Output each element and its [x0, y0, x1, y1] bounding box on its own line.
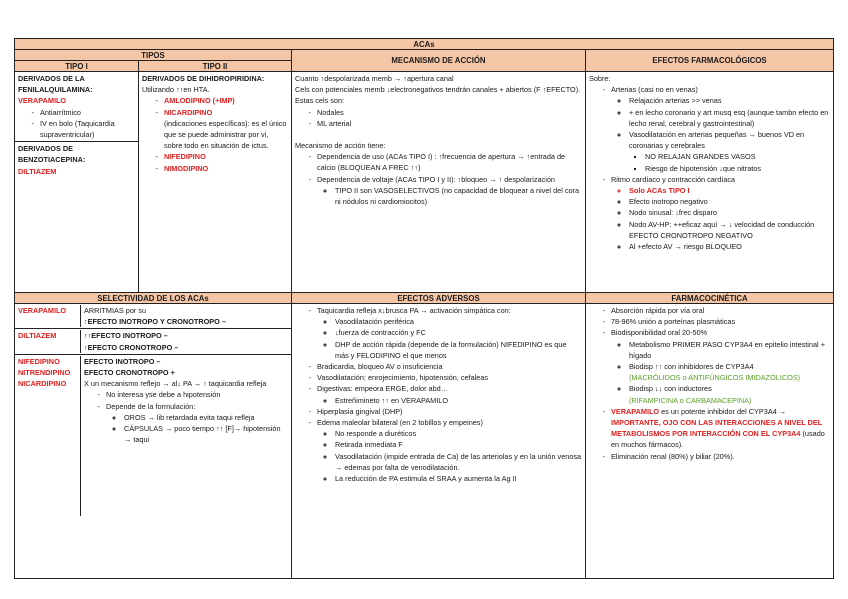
selectividad-text: EFECTO INOTROPO – — [84, 356, 161, 366]
list-item: ◦ Solo ACAs TIPO I — [629, 185, 830, 196]
selectividad-text: ↑↑EFECTO INOTROPO – — [84, 331, 168, 341]
mecanismo-subtitle: Mecanismo de acción tiene: — [295, 141, 386, 151]
list-item: - ML arterial — [317, 118, 582, 129]
list-item: - Nodales — [317, 107, 582, 118]
list-item: - IV en bolo (Taquicardia supraventricular) — [40, 118, 135, 140]
list-item: - Bradicardia, bloqueo AV o insuficiencia — [317, 361, 582, 372]
list-item: ◦ Relajación arterias >> venas — [629, 95, 830, 106]
selectividad-sub-list — [84, 389, 288, 445]
header-tipo-1: TIPO I — [15, 61, 139, 72]
inhibitors-examples: (MACRÓLIDOS o ANTIFÚNGICOS IMIDAZÓLICOS) — [629, 373, 801, 383]
header-mecanismo: MECANISMO DE ACCIÓN — [292, 50, 586, 72]
list-item: - Eliminación renal (80%) y biliar (20%). — [611, 451, 830, 462]
cell-types-list — [295, 107, 582, 129]
list-item — [629, 383, 830, 405]
selectividad-text: X un mecanismo reflejo → al↓ PA → ↑ taquicardia refleja — [84, 379, 267, 389]
taqui-text: Taquicardia refleja x↓brusca PA → activación simpática con: — [317, 306, 511, 315]
drug-nifedipino: NIFEDIPINO — [18, 356, 60, 366]
list-item: ◦ Vasodilatación periférica — [335, 316, 582, 327]
dep2-text: Dependencia de voltaje (ACAs TIPO I y II): ↑bloqueo → ↑ despolarización — [317, 174, 555, 184]
list-item — [164, 163, 288, 174]
biod-text: Biodisponibilidad oral 20-50% — [611, 328, 708, 338]
list-item — [317, 305, 582, 361]
list-item: ◦ ↓fuerza de contracción y FC — [335, 327, 582, 338]
tipo2-title: DERIVADOS DE DIHIDROPIRIDINA: — [142, 74, 265, 83]
farmacocinetica-cell — [586, 304, 834, 579]
list-item: - Antiarrítmico — [40, 107, 135, 118]
list-item: - 78-96% unión a porteínas plasmáticas — [611, 316, 830, 327]
b2-text: Biodisp ↑↑ con inhibidores de CYP3A4 — [629, 362, 754, 372]
list-item: ◦ Nodo AV-HP: ++eficaz aquí → ↓ velocidad de conducción EFECTO CRONOTROPO NEGATIVO — [629, 219, 830, 241]
list-item — [611, 327, 830, 405]
efectos-farmacologicos-cell — [586, 72, 834, 293]
a3-text: Vasodilatación en arterias pequeñas → buenos VD en coronarias y cerebrales — [629, 130, 805, 151]
list-item: - Absorción rápida por vía oral — [611, 305, 830, 316]
list-item: ▪ Riesgo de hipotensión ↓que nitratos — [645, 163, 830, 174]
list-item — [629, 129, 830, 174]
selectividad-row-diltiazem — [15, 328, 291, 353]
list-item: ◦ Estreñimineto ↑↑ en VERAPAMILO — [335, 395, 582, 406]
drug-verapamilo: VERAPAMILO — [18, 96, 67, 106]
drug-nicardipino: NICARDIPINO — [18, 379, 67, 389]
list-item: ◦ Metabolismo PRIMER PASO CYP3A4 en epitelio intestinal + hígado — [629, 339, 830, 361]
list-item: ◦ No responde a diuréticos — [335, 428, 582, 439]
drug-verapamilo: VERAPAMILO — [611, 406, 660, 416]
tipo1-group2-title: DERIVADOS DE BENZOTIACEPINA: — [18, 144, 86, 165]
tipo2-cell — [139, 72, 292, 293]
list-item: ◦ La reducción de PA estimula el SRAA y aumenta la Ag II — [335, 473, 582, 484]
farmacocinetica-list — [589, 305, 830, 462]
list-item: ◦ Efecto inotropo negativo — [629, 196, 830, 207]
header-farmacocinetica: FARMACOCINÉTICA — [586, 293, 834, 304]
efectos-list — [589, 84, 830, 252]
drug-nitrendipino: NITRENDIPINO — [18, 368, 71, 378]
list-item: ◦ TIPO II son VASOSELECTIVOS (no capacidad de bloquear a nivel del cora ni nódulos ni cardiomiocitos) — [335, 185, 582, 207]
list-item: - No interesa yse debe a hipotensión — [106, 389, 288, 400]
drug-diltiazem: DILTIAZEM — [18, 166, 57, 176]
inducers-examples: (RIFAMPICINA o CARBAMACEPINA) — [629, 395, 752, 405]
list-item — [317, 417, 582, 484]
list-item: ◦ Nodo sinusal: ↓frec disparo — [629, 207, 830, 218]
vera-tail-text: (usado en muchos fármacos). — [611, 429, 825, 450]
tipo2-drug-list — [142, 95, 288, 173]
drug-nimodipino: NIMODIPINO — [164, 163, 209, 173]
selectividad-text: EFECTO CRONOTROPO + — [84, 368, 175, 378]
tipo1-cell — [15, 72, 139, 293]
edema-text: Edema maleolar bilateral (en 2 tobillos y empeines) — [317, 418, 483, 428]
drug-nicardipino: NICARDIPINO — [164, 107, 213, 117]
list-item — [106, 401, 288, 446]
mecanismo-cell — [292, 72, 586, 293]
list-item: ◦ CÁPSULAS → poco tiempo ↑↑ [F]→ hipotensión → taqui — [124, 423, 288, 445]
b3-text: Biodisp ↓↓ con inductores — [629, 384, 712, 394]
selectividad-cell — [15, 304, 292, 579]
tipo1-items — [18, 107, 135, 141]
adversos-list — [295, 305, 582, 484]
selectividad-text: ↑EFECTO INOTROPO Y CRONOTROPO – — [84, 317, 226, 327]
list-item — [317, 174, 582, 208]
drug-verapamilo: VERAPAMILO — [18, 306, 67, 315]
list-item: - Vasodilatación: enrojecimiento, hipotensión, cefaleas — [317, 372, 582, 383]
efectos-adversos-cell — [292, 304, 586, 579]
drug-amlodipino: AMLODIPINO (+IMP) — [164, 96, 235, 106]
header-efectos-adversos: EFECTOS ADVERSOS — [292, 293, 586, 304]
dig-text: Digestivas: empeora ERGE, dolor abd… — [317, 384, 448, 394]
vera-warning: IMPORTANTE, OJO CON LAS INTERACCIONES A NIVEL DEL METABOLISMOS POR INTERACCIÓN CON EL CYP3A4 — [611, 418, 823, 439]
selectividad-row-verapamilo — [15, 304, 291, 328]
list-item: ◦ + en lecho coronario y art musq esq (aunque tambn efecto en lecho renal, cerebral y gastrointestinal) — [629, 107, 830, 129]
selectividad-row-dhp — [15, 354, 291, 517]
list-item: - Hiperplasia gingival (DHP) — [317, 406, 582, 417]
list-item: ◦ OROS → lib retardada evita taqui refleja — [124, 412, 288, 423]
tipo2-usage: Utilizando ↑↑en HTA. — [142, 85, 210, 95]
tipo1-group1-title: DERIVADOS DE LA FENILALQUILAMINA: — [18, 74, 93, 95]
mecanismo-line1: Cuanto ↑despolarizada memb → ↑apertura canal — [295, 74, 454, 83]
sub2-text: Depende de la formulación: — [106, 401, 196, 411]
header-tipos: TIPOS — [15, 50, 292, 61]
header-efectos-farmacologicos: EFECTOS FARMACOLÓGICOS — [586, 50, 834, 72]
vera-mid-text: es un potente inhibidor del CYP3A4 → — [659, 406, 787, 416]
list-item — [629, 361, 830, 383]
arterias-label: Arterias (casi no en venas) — [611, 85, 698, 95]
list-item: ◦ Retirada inmediata F — [335, 439, 582, 450]
acas-summary-table — [14, 38, 834, 579]
selectividad-text: ARRITMIAS por su — [84, 306, 147, 315]
header-tipo-2: TIPO II — [139, 61, 292, 72]
list-item — [317, 383, 582, 405]
list-item: ◦ DHP de acción rápida (depende de la formulación) NIFEDIPINO es que más y FELODIPINO el que menos — [335, 339, 582, 361]
list-item — [611, 84, 830, 174]
list-item — [611, 174, 830, 252]
list-item: ▪ NO RELAJAN GRANDES VASOS — [645, 151, 830, 162]
selectividad-text: ↑EFECTO CRONOTROPO – — [84, 342, 179, 352]
nicardipino-note: (indicaciones específicas): es el único que se puede administrar por vi, sobre todo en situación de ictus. — [164, 118, 287, 151]
header-selectividad: SELECTIVIDAD DE LOS ACAs — [15, 293, 292, 304]
list-item: - Dependencia de uso (ACAs TIPO I) : ↑frecuencia de apertura → ↑entrada de calcio (BLOQUEAN A FREC ↑↑) — [317, 151, 582, 173]
list-item — [611, 406, 830, 451]
list-item — [164, 151, 288, 162]
drug-nifedipino: NIFEDIPINO — [164, 152, 206, 162]
list-item — [164, 95, 288, 106]
list-item: ◦ Al +efecto AV → riesgo BLOQUEO — [629, 241, 830, 252]
mecanismo-line2: Cels con potenciales memb ↓electronegativos tendrán canales + abiertos (F ↑EFECTO). Estas cels son: — [295, 85, 581, 106]
drug-diltiazem: DILTIAZEM — [18, 331, 57, 341]
list-item: ◦ Vasodilatación (impide entrada de Ca) de las arteriolas y en la unión venosa → edemas por falta de venodilatación. — [335, 451, 582, 473]
dependence-list — [295, 151, 582, 207]
ritmo-label: Ritmo cardíaco y contracción cardíaca — [611, 174, 736, 184]
list-item — [164, 107, 288, 152]
table-title: ACAs — [15, 39, 834, 50]
efectos-intro: Sobre: — [589, 74, 611, 83]
